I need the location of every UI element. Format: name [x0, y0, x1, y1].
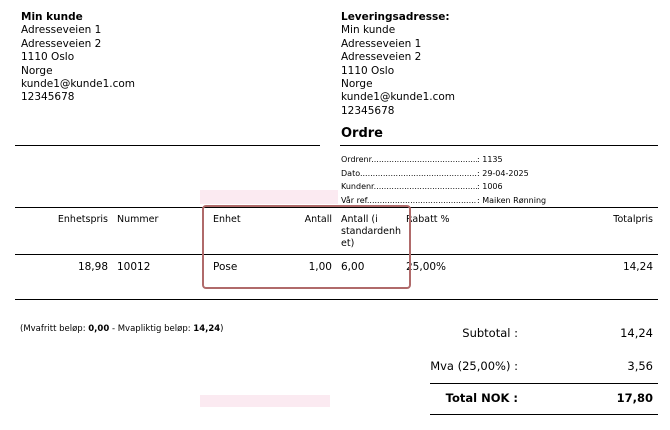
summary-bottom-rule — [430, 414, 658, 415]
meta-value: : Maiken Rønning — [477, 195, 547, 205]
delivery-line: 12345678 — [341, 104, 395, 117]
col-header-qty-std: Antall (i standardenh et) — [341, 214, 402, 249]
customer-line: Norge — [21, 64, 53, 77]
delivery-heading: Leveringsadresse: — [341, 11, 450, 23]
col-header-total: Totalpris — [613, 214, 653, 225]
cell-number: 10012 — [117, 261, 151, 273]
meta-label: Dato ..... — [341, 167, 477, 181]
delivery-line: Min kunde — [341, 24, 396, 37]
meta-label: Kundenr ..... — [341, 180, 477, 194]
col-header-qty: Antall — [304, 214, 332, 225]
cell-qty-std: 6,00 — [341, 261, 365, 273]
subtotal-label: Subtotal : — [462, 326, 518, 340]
customer-line: Adresseveien 2 — [21, 37, 102, 50]
cell-qty: 1,00 — [308, 261, 332, 273]
delivery-line: 1110 Oslo — [341, 64, 395, 77]
delivery-line: Adresseveien 1 — [341, 37, 422, 50]
divider — [340, 145, 658, 146]
vat-taxable-amount: 14,24 — [193, 324, 221, 334]
cell-unit: Pose — [213, 261, 238, 273]
meta-value: : 1006 — [477, 182, 503, 191]
meta-label: Vår ref ..... — [341, 194, 477, 208]
background-artifact — [200, 395, 330, 407]
order-meta-row — [341, 180, 546, 194]
subtotal-value: 14,24 — [620, 326, 653, 340]
cell-unit-price: 18,98 — [77, 261, 108, 273]
meta-value: : 1135 — [477, 155, 503, 164]
col-header-number: Nummer — [117, 214, 159, 225]
customer-line: Adresseveien 1 — [21, 24, 102, 37]
delivery-line: Adresseveien 2 — [341, 51, 422, 64]
col-header-discount: Rabatt % — [406, 214, 450, 225]
delivery-line: kunde1@kunde1.com — [341, 91, 456, 104]
cell-discount: 25,00% — [406, 261, 447, 273]
customer-line: 12345678 — [21, 91, 75, 104]
highlight-box — [202, 205, 411, 289]
customer-address — [21, 11, 135, 105]
vat-note: (Mvafritt beløp: 0,00 - Mvapliktig beløp: 14,24) — [20, 324, 224, 334]
delivery-line: Norge — [341, 78, 373, 91]
cell-total: 14,24 — [622, 261, 653, 273]
col-header-unit: Enhet — [213, 214, 241, 225]
table-bottom-rule — [15, 299, 658, 300]
order-meta-row — [341, 153, 546, 167]
total-value: 17,80 — [616, 391, 653, 405]
customer-name: Min kunde — [21, 11, 83, 23]
customer-line: kunde1@kunde1.com — [21, 78, 136, 91]
divider — [15, 145, 320, 146]
summary-rule — [430, 383, 658, 384]
vat-label: Mva (25,00%) : — [430, 359, 518, 373]
vat-value: 3,56 — [627, 359, 653, 373]
delivery-address — [341, 11, 455, 118]
customer-line: 1110 Oslo — [21, 51, 75, 64]
order-meta-row — [341, 167, 546, 181]
order-meta — [341, 153, 546, 207]
total-label: Total NOK : — [445, 391, 518, 405]
meta-value: : 29-04-2025 — [477, 168, 529, 178]
order-title: Ordre — [341, 126, 383, 141]
meta-label: Ordrenr ..... — [341, 153, 477, 167]
vat-free-amount: 0,00 — [88, 324, 110, 334]
col-header-unit-price: Enhetspris — [57, 214, 108, 225]
background-artifact — [200, 190, 338, 204]
